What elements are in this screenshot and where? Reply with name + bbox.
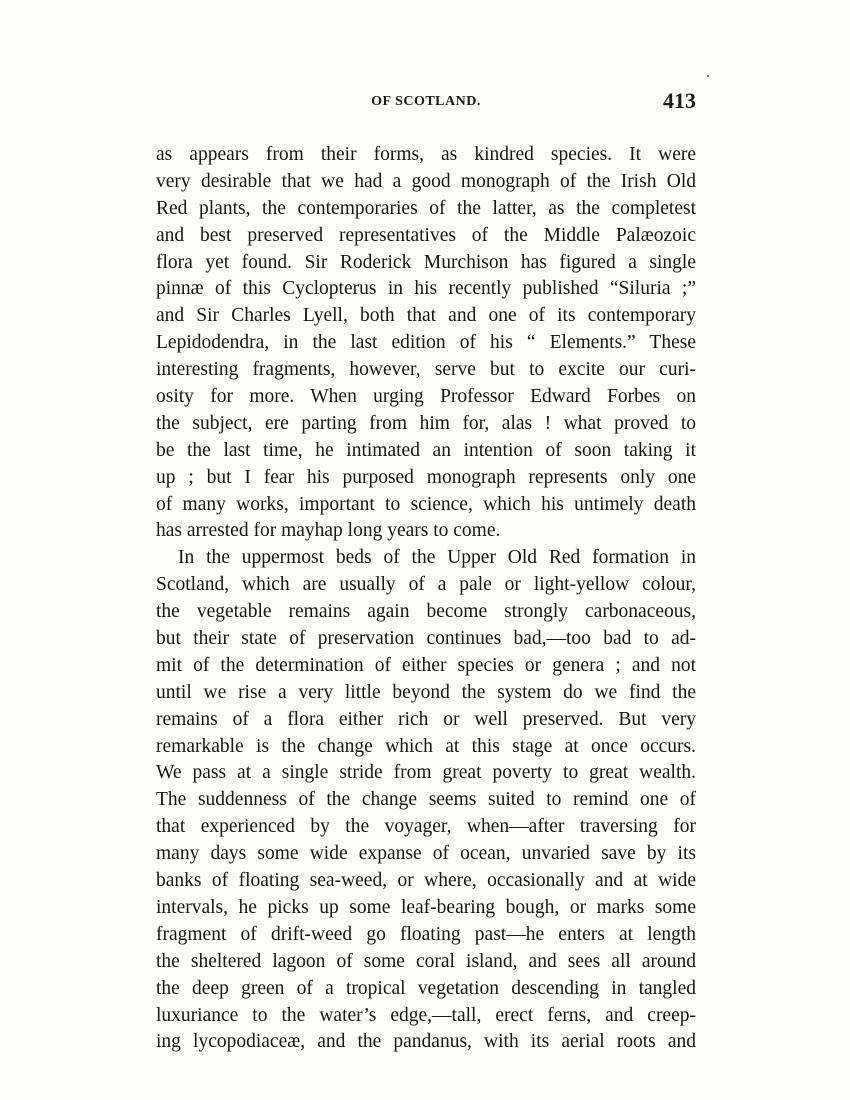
text-line: remarkable is the change which at this stage at once occurs.	[156, 735, 696, 757]
text-line: as appears from their forms, as kindred species. It were	[156, 144, 696, 165]
paragraph-2	[156, 545, 696, 1056]
text-line: many days some wide expanse of ocean, unvaried save by its	[156, 843, 696, 865]
text-line: has arrested for mayhap long years to come.	[156, 520, 501, 542]
text-line: the deep green of a tropical vegetation descending in tangled	[156, 977, 696, 999]
paragraph-1	[156, 142, 696, 545]
text-line: luxuriance to the water’s edge,—tall, erect ferns, and creep-	[156, 1004, 696, 1026]
text-line: osity for more. When urging Professor Edward Forbes on	[156, 386, 696, 408]
text-line: but their state of preservation continues bad,—too bad to ad-	[156, 628, 696, 650]
text-line: the subject, ere parting from him for, alas ! what proved to	[156, 412, 696, 434]
text-line: the vegetable remains again become strongly carbonaceous,	[156, 601, 696, 623]
text-line: up ; but I fear his purposed monograph represents only one	[156, 466, 696, 488]
text-line: fragment of drift-weed go floating past—he enters at length	[156, 923, 696, 945]
running-head	[156, 88, 696, 118]
text-line: that experienced by the voyager, when—after traversing for	[156, 816, 696, 838]
text-line: very desirable that we had a good monograph of the Irish Old	[156, 170, 696, 192]
body-text	[156, 142, 696, 1056]
text-line: Lepidodendra, in the last edition of his “ Elements.” These	[156, 332, 696, 354]
running-title: OF SCOTLAND.	[371, 94, 481, 109]
text-line: flora yet found. Sir Roderick Murchison has figured a single	[156, 251, 696, 273]
text-line: and Sir Charles Lyell, both that and one of its contemporary	[156, 305, 696, 327]
text-line: ing lycopodiaceæ, and the pandanus, with its aerial roots and	[156, 1031, 696, 1053]
text-line: pinnæ of this Cyclopterus in his recently published “Siluria ;”	[156, 278, 696, 300]
text-line: the sheltered lagoon of some coral island, and sees all around	[156, 950, 696, 972]
text-line: be the last time, he intimated an intention of soon taking it	[156, 439, 696, 461]
text-line: intervals, he picks up some leaf-bearing bough, or marks some	[156, 896, 696, 918]
text-line: until we rise a very little beyond the system do we find the	[156, 681, 696, 703]
text-line: We pass at a single stride from great poverty to great wealth.	[156, 762, 696, 784]
print-speck	[707, 75, 709, 77]
text-line: Scotland, which are usually of a pale or light-yellow colour,	[156, 574, 696, 596]
page-number: 413	[663, 88, 696, 113]
text-line: interesting fragments, however, serve but to excite our curi-	[156, 359, 696, 381]
text-line: of many works, important to science, which his untimely death	[156, 493, 696, 515]
text-line: The suddenness of the change seems suited to remind one of	[156, 789, 696, 811]
text-line: Red plants, the contemporaries of the latter, as the completest	[156, 197, 696, 219]
text-line: In the uppermost beds of the Upper Old Red formation in	[178, 547, 696, 569]
text-line: remains of a flora either rich or well preserved. But very	[156, 708, 696, 730]
text-line: mit of the determination of either species or genera ; and not	[156, 654, 696, 676]
text-line: and best preserved representatives of the Middle Palæozoic	[156, 224, 696, 246]
text-line: banks of floating sea-weed, or where, occasionally and at wide	[156, 870, 696, 892]
